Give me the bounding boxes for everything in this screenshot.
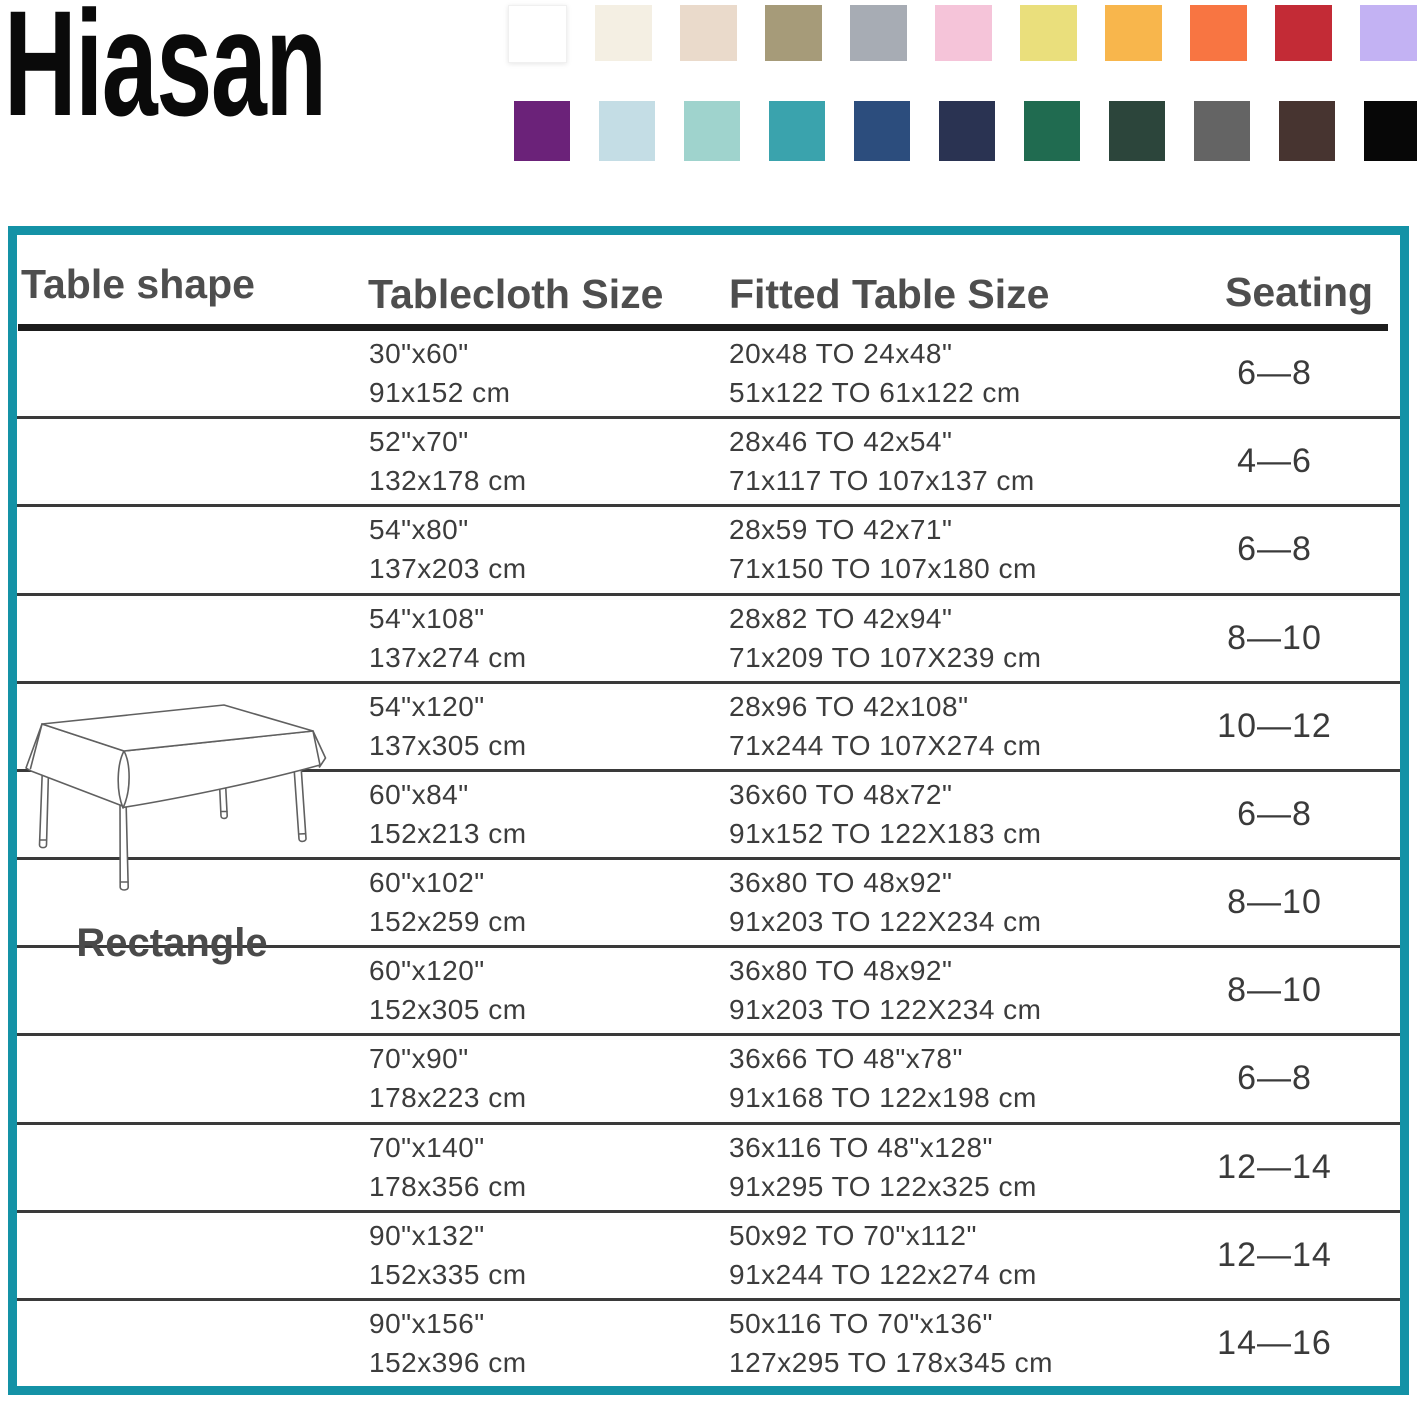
table-row — [17, 1125, 1400, 1213]
fitted-size-cm: 71x117 TO 107x137 cm — [729, 465, 1035, 497]
seating-capacity: 8—10 — [1227, 883, 1322, 922]
brand-logo: Hiasan — [4, 0, 326, 147]
color-swatch-purple — [514, 101, 570, 161]
tablecloth-size-cm: 178x223 cm — [369, 1082, 527, 1114]
seating-capacity: 12—14 — [1217, 1147, 1332, 1186]
tablecloth-size-inches: 70"x140" — [369, 1131, 485, 1163]
color-swatch-yellow — [1020, 5, 1077, 61]
swatch-row-top — [508, 5, 1417, 63]
fitted-size-inches: 28x96 TO 42x108" — [729, 690, 969, 722]
seating-capacity: 10—12 — [1217, 706, 1332, 745]
fitted-size-cm: 91x295 TO 122x325 cm — [729, 1170, 1037, 1202]
fitted-size-inches: 50x116 TO 70"x136" — [729, 1307, 993, 1339]
fitted-size-inches: 36x80 TO 48x92" — [729, 867, 953, 899]
color-swatch-khaki — [765, 5, 822, 61]
color-swatch-dark-green — [1109, 101, 1165, 161]
seating-capacity: 6—8 — [1237, 530, 1312, 569]
tablecloth-size-inches: 90"x156" — [369, 1307, 485, 1339]
color-swatch-dark-grey — [1194, 101, 1250, 161]
color-swatch-gold — [1105, 5, 1162, 61]
tablecloth-size-cm: 152x213 cm — [369, 817, 527, 849]
size-chart-table — [8, 226, 1409, 1395]
color-swatch-white — [508, 5, 567, 63]
tablecloth-size-cm: 152x259 cm — [369, 906, 527, 938]
fitted-size-inches: 20x48 TO 24x48" — [729, 338, 953, 369]
seating-capacity: 8—10 — [1227, 971, 1322, 1010]
fitted-size-inches: 36x116 TO 48"x128" — [729, 1131, 993, 1163]
seating-capacity: 6—8 — [1237, 1059, 1312, 1098]
tablecloth-size-inches: 60"x84" — [369, 778, 469, 810]
seating-capacity: 4—6 — [1237, 442, 1312, 481]
tablecloth-size-cm: 152x396 cm — [369, 1346, 527, 1378]
fitted-size-cm: 71x209 TO 107X239 cm — [729, 641, 1042, 673]
color-swatch-aqua — [684, 101, 740, 161]
fitted-size-cm: 91x244 TO 122x274 cm — [729, 1258, 1037, 1290]
tablecloth-size-cm: 152x335 cm — [369, 1258, 527, 1290]
fitted-size-cm: 71x150 TO 107x180 cm — [729, 553, 1037, 585]
table-row — [17, 331, 1400, 419]
table-row — [17, 1036, 1400, 1124]
fitted-size-cm: 91x203 TO 122X234 cm — [729, 994, 1042, 1026]
tablecloth-size-inches: 60"x102" — [369, 867, 485, 899]
tablecloth-size-inches: 60"x120" — [369, 955, 485, 987]
table-shape-label: Rectangle — [76, 921, 268, 965]
fitted-size-cm: 51x122 TO 61x122 cm — [729, 377, 1021, 408]
fitted-size-inches: 36x66 TO 48"x78" — [729, 1043, 963, 1075]
color-swatch-navy — [854, 101, 910, 161]
tablecloth-size-inches: 52"x70" — [369, 426, 469, 458]
column-header-fitted-table-size: Fitted Table Size — [729, 271, 1050, 317]
color-swatch-beige — [680, 5, 737, 61]
fitted-size-inches: 28x46 TO 42x54" — [729, 426, 953, 458]
table-row — [17, 596, 1400, 684]
table-row — [17, 1301, 1400, 1386]
swatch-row-bottom — [514, 101, 1417, 161]
tablecloth-size-cm: 178x356 cm — [369, 1170, 527, 1202]
fitted-size-inches: 28x59 TO 42x71" — [729, 514, 953, 546]
fitted-size-inches: 36x60 TO 48x72" — [729, 778, 953, 810]
fitted-size-cm: 127x295 TO 178x345 cm — [729, 1346, 1053, 1378]
fitted-size-cm: 91x203 TO 122X234 cm — [729, 906, 1042, 938]
tablecloth-size-inches: 30"x60" — [369, 338, 469, 369]
column-header-table-shape: Table shape — [21, 261, 255, 307]
color-swatch-light-blue — [599, 101, 655, 161]
tablecloth-size-cm: 137x274 cm — [369, 641, 527, 673]
color-swatch-green — [1024, 101, 1080, 161]
table-row — [17, 1213, 1400, 1301]
size-chart-inner — [17, 235, 1400, 1386]
seating-capacity: 14—16 — [1217, 1323, 1332, 1362]
color-swatch-dark-navy — [939, 101, 995, 161]
color-swatch-lavender — [1360, 5, 1417, 61]
color-swatch-orange — [1190, 5, 1247, 61]
seating-capacity: 8—10 — [1227, 618, 1322, 657]
fitted-size-inches: 36x80 TO 48x92" — [729, 955, 953, 987]
color-swatch-pink — [935, 5, 992, 61]
seating-capacity: 6—8 — [1237, 794, 1312, 833]
column-header-seating: Seating — [1225, 269, 1374, 315]
color-swatch-teal — [769, 101, 825, 161]
seating-capacity: 12—14 — [1217, 1235, 1332, 1274]
color-swatch-grey — [850, 5, 907, 61]
header-divider — [18, 324, 1388, 331]
table-row — [17, 507, 1400, 595]
fitted-size-inches: 50x92 TO 70"x112" — [729, 1219, 977, 1251]
column-header-tablecloth-size: Tablecloth Size — [368, 271, 664, 317]
tablecloth-size-inches: 54"x108" — [369, 602, 485, 634]
tablecloth-size-cm: 132x178 cm — [369, 465, 527, 497]
tablecloth-size-inches: 54"x80" — [369, 514, 469, 546]
rectangle-table-illustration — [17, 680, 347, 912]
tablecloth-size-cm: 137x305 cm — [369, 729, 527, 761]
seating-capacity: 6—8 — [1237, 354, 1312, 393]
fitted-size-cm: 71x244 TO 107X274 cm — [729, 729, 1042, 761]
tablecloth-size-cm: 137x203 cm — [369, 553, 527, 585]
fitted-size-inches: 28x82 TO 42x94" — [729, 602, 953, 634]
tablecloth-size-inches: 54"x120" — [369, 690, 485, 722]
color-swatch-black — [1364, 101, 1417, 161]
tablecloth-size-cm: 91x152 cm — [369, 377, 511, 408]
tablecloth-size-cm: 152x305 cm — [369, 994, 527, 1026]
color-swatch-ivory — [595, 5, 652, 61]
fitted-size-cm: 91x168 TO 122x198 cm — [729, 1082, 1037, 1114]
table-row — [17, 419, 1400, 507]
fitted-size-cm: 91x152 TO 122X183 cm — [729, 817, 1042, 849]
color-swatch-red — [1275, 5, 1332, 61]
color-swatch-brown — [1279, 101, 1335, 161]
tablecloth-size-inches: 70"x90" — [369, 1043, 469, 1075]
tablecloth-size-inches: 90"x132" — [369, 1219, 485, 1251]
